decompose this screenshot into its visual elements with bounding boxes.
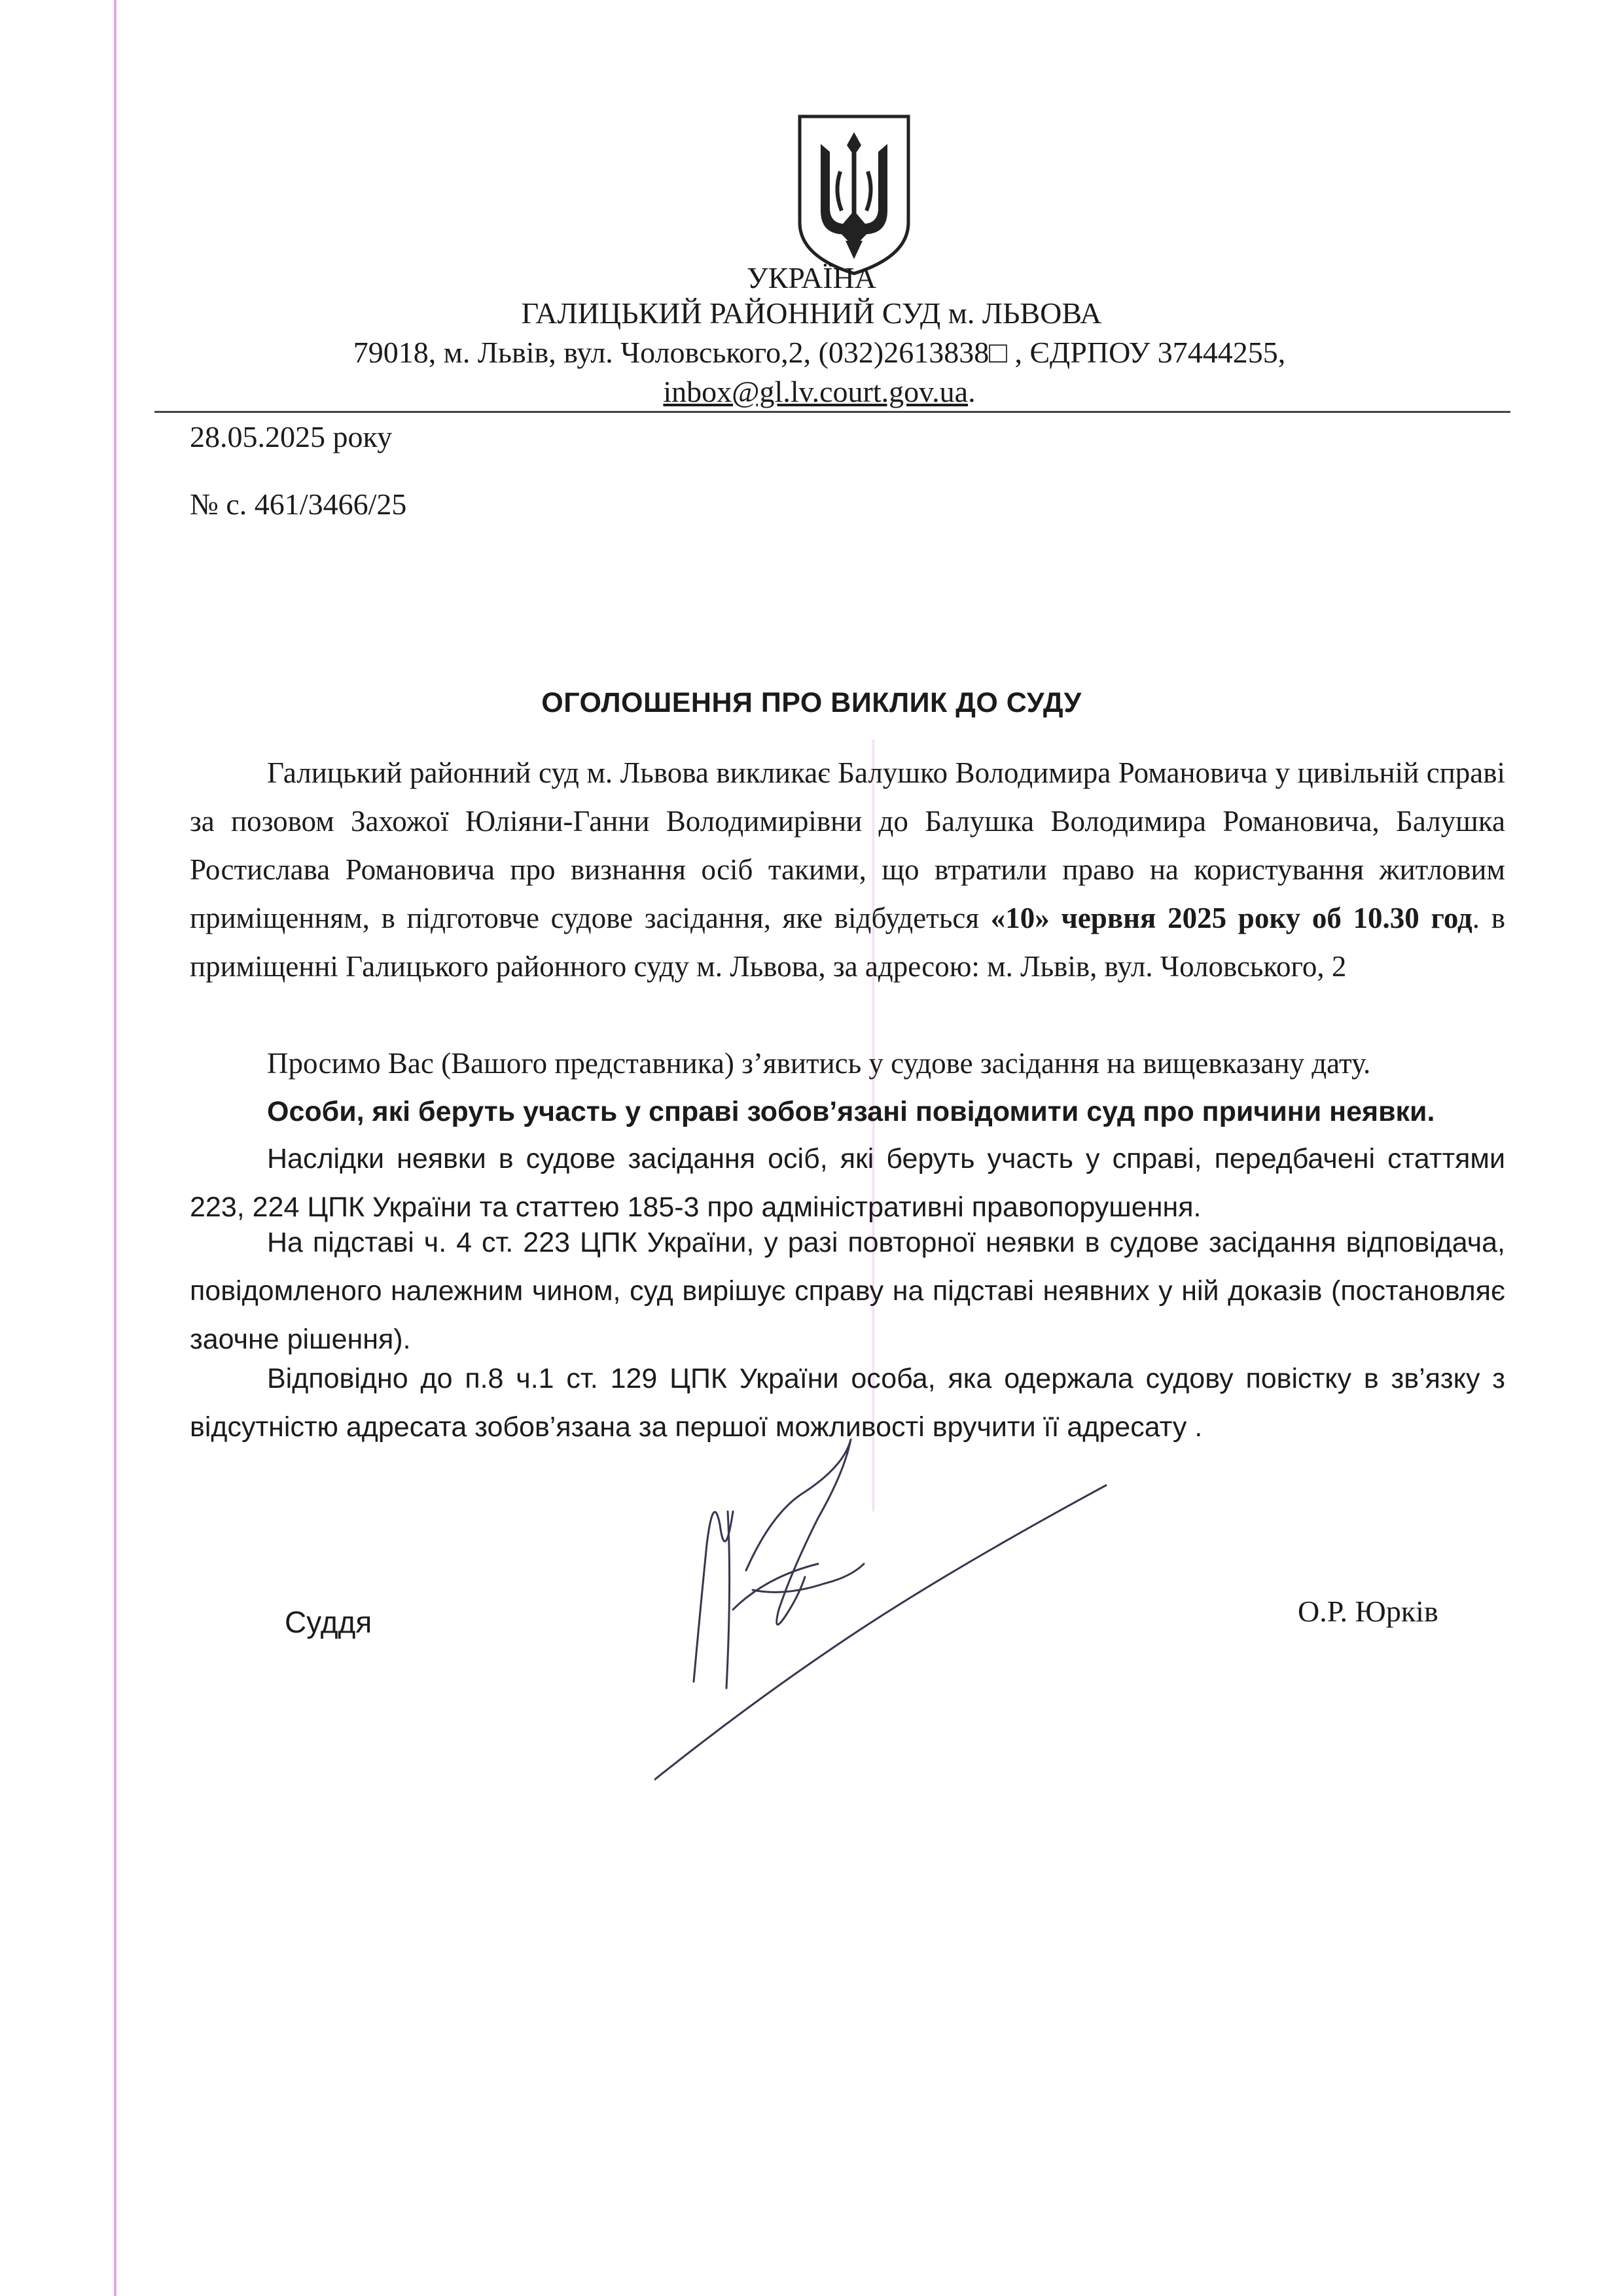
handwritten-signature [654, 1413, 1113, 1793]
court-address: 79018, м. Львів, вул. Чоловського,2, (032)2613838□ , ЄДРПОУ 37444255, [353, 336, 1286, 369]
default-judgment-text: На підставі ч. 4 ст. 223 ЦПК України, у разі повторної неявки в судове засідання відповідача, повідомленого належним чином, суд вирішує справу на підставі неявних у ній доказів (постановляє заочне рішення). [190, 1227, 1505, 1355]
document-number: № с. 461/3466/25 [190, 487, 407, 521]
email-suffix: . [968, 375, 976, 408]
header-divider [154, 411, 1510, 413]
country-name: УКРАЇНА [747, 261, 876, 294]
paragraph-summons [190, 749, 1505, 991]
hearing-datetime: «10» червня 2025 року об 10.30 год [990, 902, 1472, 934]
court-email [8, 377, 1623, 407]
summons-text: Галицький районний суд м. Львова викликає Балушко Володимира Романовича у цивільній справі за позовом Захожої Юліяни-Ганни Володимирівни до Балушка Володимира Романовича, Балушка Ростислава Романовича про визнання осіб такими, що втратили право на користування житловим приміщенням, в підготовче судове засідання, яке відбудеться [190, 756, 1505, 934]
absence-notice: Особи, які беруть участь у справі зобов’язані повідомити суд про причини неявки. [267, 1096, 1435, 1127]
delivery-text: Відповідно до п.8 ч.1 ст. 129 ЦПК України особа, яка одержала судову повістку в зв’язку з відсутністю адресата зобов’язана за першої можливості вручити її адресату . [190, 1363, 1505, 1443]
document-title: ОГОЛОШЕННЯ ПРО ВИКЛИК ДО СУДУ [541, 687, 1082, 718]
paragraph-default-judgment [190, 1218, 1505, 1364]
paragraph-request [190, 1039, 1505, 1136]
request-text: Просимо Вас (Вашого представника) з’явитись у судове засідання на вищевказану дату. [267, 1047, 1371, 1080]
summons-location: . в приміщенні Галицького районного суду м. Львова, за адресою: м. Львів, вул. Чоловського, 2 [190, 902, 1506, 983]
consequences-text: Наслідки неявки в судове засідання осіб, які беруть участь у справі, передбачені статтями 223, 224 ЦПК України та статтею 185-3 про адміністративні правопорушення. [190, 1143, 1505, 1223]
judge-label: Суддя [285, 1605, 372, 1639]
coat-of-arms-icon [794, 113, 914, 277]
email-link[interactable]: inbox@gl.lv.court.gov.ua [663, 375, 969, 408]
paragraph-consequences [190, 1135, 1505, 1231]
document-date: 28.05.2025 року [190, 420, 393, 453]
judge-name: О.Р. Юрків [1298, 1595, 1438, 1628]
court-name: ГАЛИЦЬКИЙ РАЙОННИЙ СУД м. ЛЬВОВА [521, 296, 1102, 330]
